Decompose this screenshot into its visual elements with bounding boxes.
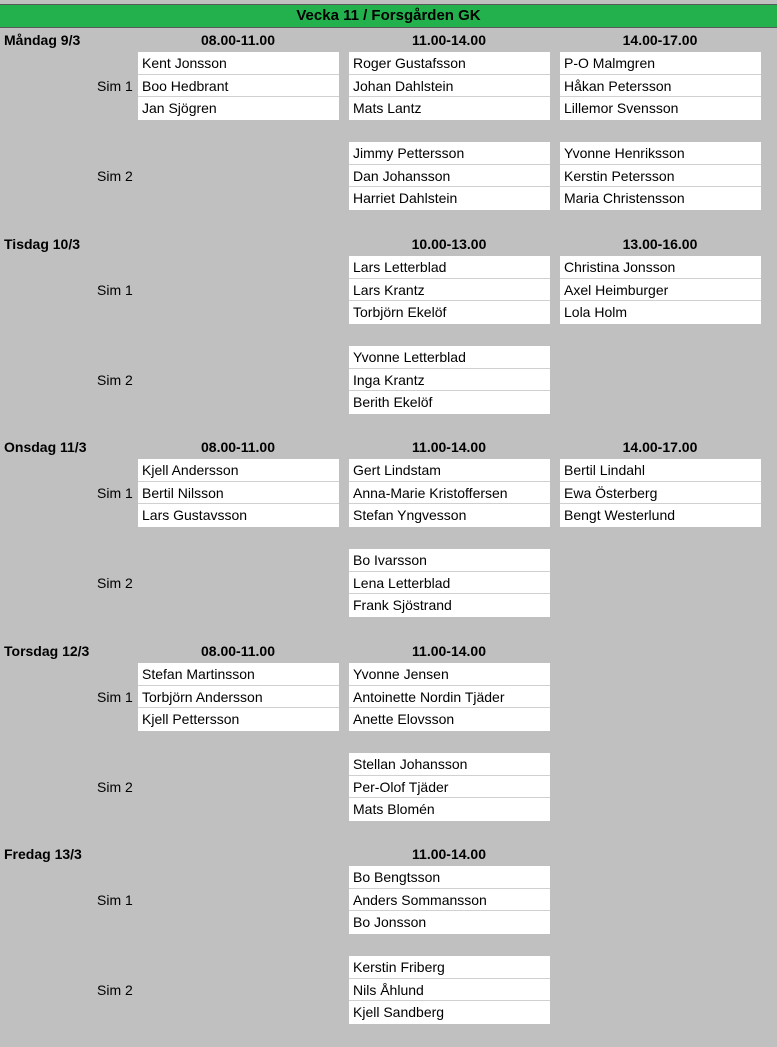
page-title: Vecka 11 / Forsgården GK xyxy=(0,4,777,28)
time-slot-header: 10.00-13.00 xyxy=(411,236,487,252)
player-name: Bo Jonsson xyxy=(353,914,427,931)
player-name: Maria Christensson xyxy=(564,190,685,207)
time-slot-header: 11.00-14.00 xyxy=(412,846,486,862)
player-name: Anna-Marie Kristoffersen xyxy=(349,482,550,505)
simulator-label: Sim 2 xyxy=(97,167,133,184)
player-name: Boo Hedbrant xyxy=(138,75,339,98)
player-group xyxy=(349,256,550,324)
player-name: Stefan Martinsson xyxy=(138,663,339,686)
player-name: Lillemor Svensson xyxy=(564,100,679,117)
player-name: Bertil Lindahl xyxy=(560,459,761,482)
player-name: Stefan Yngvesson xyxy=(353,507,467,524)
player-group xyxy=(349,142,550,210)
simulator-label: Sim 1 xyxy=(97,484,133,501)
player-group xyxy=(349,956,550,1024)
player-name: Anette Elovsson xyxy=(353,711,455,728)
player-group xyxy=(349,346,550,414)
player-name: Christina Jonsson xyxy=(560,256,761,279)
player-name: Torbjörn Andersson xyxy=(138,686,339,709)
simulator-label: Sim 1 xyxy=(97,688,133,705)
player-name: Johan Dahlstein xyxy=(349,75,550,98)
player-name: Mats Lantz xyxy=(353,100,422,117)
player-name: Frank Sjöstrand xyxy=(353,597,452,614)
player-group xyxy=(349,459,550,527)
day-label: Tisdag 10/3 xyxy=(4,236,81,252)
time-slot-header: 14.00-17.00 xyxy=(622,439,698,455)
player-group xyxy=(349,52,550,120)
day-label: Onsdag 11/3 xyxy=(4,439,87,455)
player-name: Kjell Pettersson xyxy=(142,711,240,728)
simulator-label: Sim 1 xyxy=(97,77,133,94)
player-name: Yvonne Jensen xyxy=(349,663,550,686)
player-group xyxy=(560,52,761,120)
player-group xyxy=(349,866,550,934)
time-slot-header: 08.00-11.00 xyxy=(201,643,275,659)
player-name: Nils Åhlund xyxy=(349,979,550,1002)
player-group xyxy=(349,549,550,617)
player-name: Jan Sjögren xyxy=(142,100,217,117)
time-slot-header: 08.00-11.00 xyxy=(201,439,275,455)
player-name: Kerstin Friberg xyxy=(349,956,550,979)
player-name: Lars Gustavsson xyxy=(142,507,248,524)
day-label: Torsdag 12/3 xyxy=(4,643,90,659)
simulator-label: Sim 1 xyxy=(97,281,133,298)
player-name: Axel Heimburger xyxy=(560,279,761,302)
player-name: Berith Ekelöf xyxy=(353,394,433,411)
player-name: Anders Sommansson xyxy=(349,889,550,912)
simulator-label: Sim 2 xyxy=(97,574,133,591)
time-slot-header: 08.00-11.00 xyxy=(201,32,275,48)
simulator-label: Sim 2 xyxy=(97,778,133,795)
time-slot-header: 11.00-14.00 xyxy=(412,643,486,659)
simulator-label: Sim 1 xyxy=(97,891,133,908)
player-name: Harriet Dahlstein xyxy=(353,190,458,207)
player-name: Bengt Westerlund xyxy=(564,507,676,524)
player-name: Jimmy Pettersson xyxy=(349,142,550,165)
player-name: Dan Johansson xyxy=(349,165,550,188)
player-name: Gert Lindstam xyxy=(349,459,550,482)
player-name: Lena Letterblad xyxy=(349,572,550,595)
player-name: Mats Blomén xyxy=(353,801,435,818)
player-name: Bertil Nilsson xyxy=(138,482,339,505)
player-group xyxy=(560,142,761,210)
player-group xyxy=(349,663,550,731)
player-name: Torbjörn Ekelöf xyxy=(353,304,447,321)
player-group xyxy=(560,459,761,527)
player-name: Per-Olof Tjäder xyxy=(349,776,550,799)
player-group xyxy=(349,753,550,821)
player-name: Yvonne Letterblad xyxy=(349,346,550,369)
player-name: Kerstin Petersson xyxy=(560,165,761,188)
player-group xyxy=(560,256,761,324)
player-name: Yvonne Henriksson xyxy=(560,142,761,165)
player-name: P-O Malmgren xyxy=(560,52,761,75)
day-label: Fredag 13/3 xyxy=(4,846,82,862)
player-name: Ewa Österberg xyxy=(560,482,761,505)
day-label: Måndag 9/3 xyxy=(4,32,81,48)
time-slot-header: 11.00-14.00 xyxy=(412,439,486,455)
player-name: Kjell Andersson xyxy=(138,459,339,482)
time-slot-header: 13.00-16.00 xyxy=(622,236,698,252)
simulator-label: Sim 2 xyxy=(97,981,133,998)
player-group xyxy=(138,663,339,731)
player-name: Lars Letterblad xyxy=(349,256,550,279)
player-name: Lars Krantz xyxy=(349,279,550,302)
player-name: Stellan Johansson xyxy=(349,753,550,776)
player-name: Kjell Sandberg xyxy=(353,1004,445,1021)
player-name: Bo Ivarsson xyxy=(349,549,550,572)
player-name: Bo Bengtsson xyxy=(349,866,550,889)
player-name: Håkan Petersson xyxy=(560,75,761,98)
player-name: Inga Krantz xyxy=(349,369,550,392)
player-group xyxy=(138,459,339,527)
player-group xyxy=(138,52,339,120)
time-slot-header: 11.00-14.00 xyxy=(412,32,486,48)
player-name: Lola Holm xyxy=(564,304,628,321)
time-slot-header: 14.00-17.00 xyxy=(622,32,698,48)
player-name: Antoinette Nordin Tjäder xyxy=(349,686,550,709)
player-name: Kent Jonsson xyxy=(138,52,339,75)
player-name: Roger Gustafsson xyxy=(349,52,550,75)
simulator-label: Sim 2 xyxy=(97,371,133,388)
